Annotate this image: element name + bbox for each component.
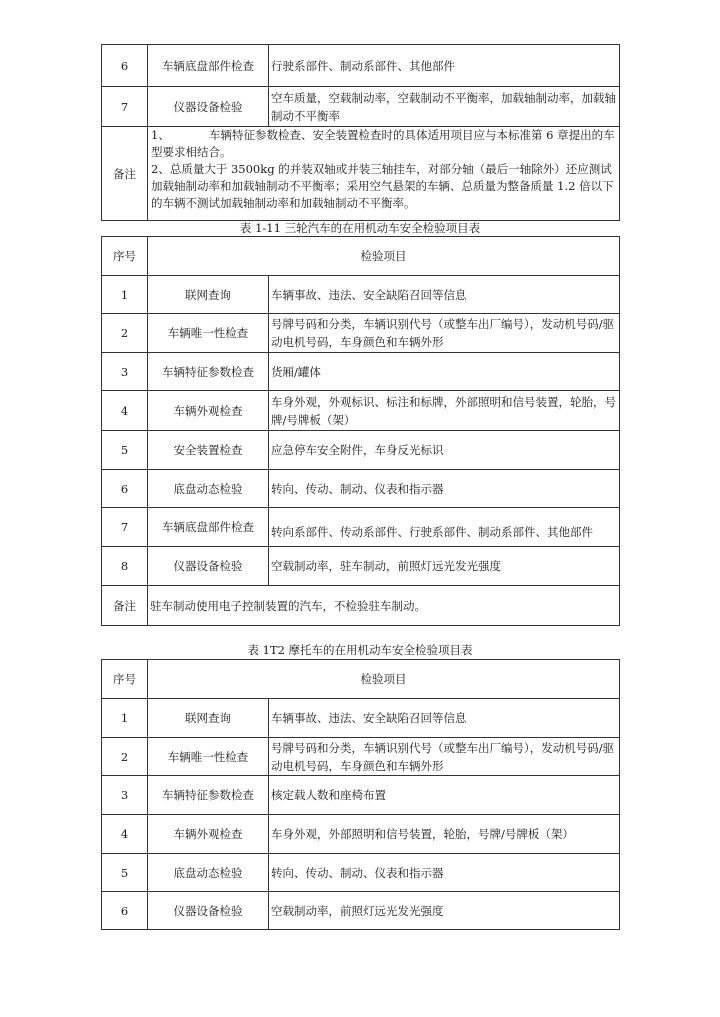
row-category: 联网查询 <box>148 276 269 314</box>
row-items: 号牌号码和分类，车辆识别代号（或整车出厂编号），发动机号码/驱动电机号码，车身颜色和车辆外形 <box>269 738 620 776</box>
row-items: 车辆事故、违法、安全缺陷召回等信息 <box>269 699 620 738</box>
table-caption: 表 1T2 摩托车的在用机动车安全检验项目表 <box>247 643 473 657</box>
row-number: 6 <box>102 470 148 508</box>
header-items: 检验项目 <box>148 237 620 276</box>
row-items: 行驶系部件、制动系部件、其他部件 <box>269 45 620 87</box>
note-label: 备注 <box>102 127 148 221</box>
note-line-1-text: 车辆特征参数检查、安全装置检查时的具体适用项目应与本标准第 6 章提出的车型要求相结合。 <box>151 128 615 159</box>
table-row <box>102 854 620 892</box>
row-category: 安全装置检查 <box>148 431 269 470</box>
row-number: 3 <box>102 353 148 391</box>
row-items: 车身外观，外观标识、标注和标牌，外部照明和信号装置，轮胎，号牌/号牌板（架） <box>269 391 620 431</box>
row-number: 2 <box>102 738 148 776</box>
row-items: 车身外观，外部照明和信号装置，轮胎，号牌/号牌板（架） <box>269 815 620 854</box>
row-category: 仪器设备检验 <box>148 547 269 586</box>
row-items: 空车质量，空载制动率，空载制动不平衡率，加载轴制动率，加载轴制动不平衡率 <box>269 87 620 127</box>
row-items: 号牌号码和分类，车辆识别代号（或整车出厂编号），发动机号码/驱动电机号码，车身颜色和车辆外形 <box>269 314 620 353</box>
row-category: 联网查询 <box>148 699 269 738</box>
row-category: 车辆底盘部件检查 <box>148 508 269 547</box>
row-items: 转向、传动、制动、仪表和指示器 <box>269 470 620 508</box>
row-number: 1 <box>102 276 148 314</box>
row-category: 车辆特征参数检查 <box>148 776 269 815</box>
table-row <box>102 276 620 314</box>
row-category: 车辆外观检查 <box>148 391 269 431</box>
header-number: 序号 <box>102 660 148 699</box>
note-line-1-number: 1、 <box>151 128 170 142</box>
row-number: 2 <box>102 314 148 353</box>
table-row <box>102 87 620 127</box>
row-items: 空载制动率，前照灯远光发光强度 <box>269 892 620 930</box>
table-row <box>102 776 620 815</box>
row-items: 应急停车安全附件，车身反光标识 <box>269 431 620 470</box>
row-number: 6 <box>102 892 148 930</box>
note-content: 驻车制动使用电子控制装置的汽车，不检验驻车制动。 <box>148 586 620 626</box>
row-category: 车辆外观检查 <box>148 815 269 854</box>
row-items-text: 转向系部件、传动系部件、行驶系部件、制动系部件、其他部件 <box>271 524 593 539</box>
row-category: 底盘动态检验 <box>148 470 269 508</box>
table-row <box>102 45 620 87</box>
table-caption: 表 1-11 三轮汽车的在用机动车安全检验项目表 <box>239 221 481 235</box>
row-number: 5 <box>102 854 148 892</box>
row-category: 底盘动态检验 <box>148 854 269 892</box>
table-header <box>102 660 620 699</box>
note-row <box>102 586 620 626</box>
row-number: 4 <box>102 815 148 854</box>
row-category: 车辆唯一性检查 <box>148 314 269 353</box>
motorcycle-inspection-table <box>101 659 620 930</box>
note-label: 备注 <box>102 586 148 626</box>
row-items: 转向、传动、制动、仪表和指示器 <box>269 854 620 892</box>
row-category: 车辆底盘部件检查 <box>148 45 269 87</box>
table-row <box>102 815 620 854</box>
row-number: 3 <box>102 776 148 815</box>
note-row <box>102 127 620 221</box>
row-category: 仪器设备检验 <box>148 87 269 127</box>
table-row <box>102 699 620 738</box>
row-number: 6 <box>102 45 148 87</box>
table-row <box>102 547 620 586</box>
three-wheel-vehicle-inspection-table <box>101 236 620 626</box>
table-row <box>102 431 620 470</box>
row-items: 货厢/罐体 <box>269 353 620 391</box>
note-line-2: 2、总质量大于 3500kg 的并装双轴或并装三轴挂车，对部分轴（最后一轴除外）还应测试加载轴制动率和加载轴制动不平衡率；采用空气悬架的车辆、总质量为整备质量 1.2 倍以下的车辆不测试加载轴制动率和加载轴制动不平衡率。 <box>151 162 614 210</box>
header-number: 序号 <box>102 237 148 276</box>
row-number: 1 <box>102 699 148 738</box>
note-content <box>148 127 620 221</box>
table-row <box>102 508 620 547</box>
row-number: 5 <box>102 431 148 470</box>
row-number: 4 <box>102 391 148 431</box>
table-header <box>102 237 620 276</box>
row-category: 车辆唯一性检查 <box>148 738 269 776</box>
table-row <box>102 391 620 431</box>
vehicle-inspection-table-continued <box>101 44 620 221</box>
row-number: 7 <box>102 508 148 547</box>
table-row <box>102 470 620 508</box>
row-category: 车辆特征参数检查 <box>148 353 269 391</box>
row-items: 空载制动率，驻车制动，前照灯远光发光强度 <box>269 547 620 586</box>
header-items: 检验项目 <box>148 660 620 699</box>
row-items: 核定载人数和座椅布置 <box>269 776 620 815</box>
table-row <box>102 892 620 930</box>
row-number: 8 <box>102 547 148 586</box>
row-items <box>269 508 620 547</box>
note-line-1 <box>151 127 616 161</box>
row-items: 车辆事故、违法、安全缺陷召回等信息 <box>269 276 620 314</box>
row-number: 7 <box>102 87 148 127</box>
table-row <box>102 353 620 391</box>
row-category: 仪器设备检验 <box>148 892 269 930</box>
table-row <box>102 738 620 776</box>
table-row <box>102 314 620 353</box>
